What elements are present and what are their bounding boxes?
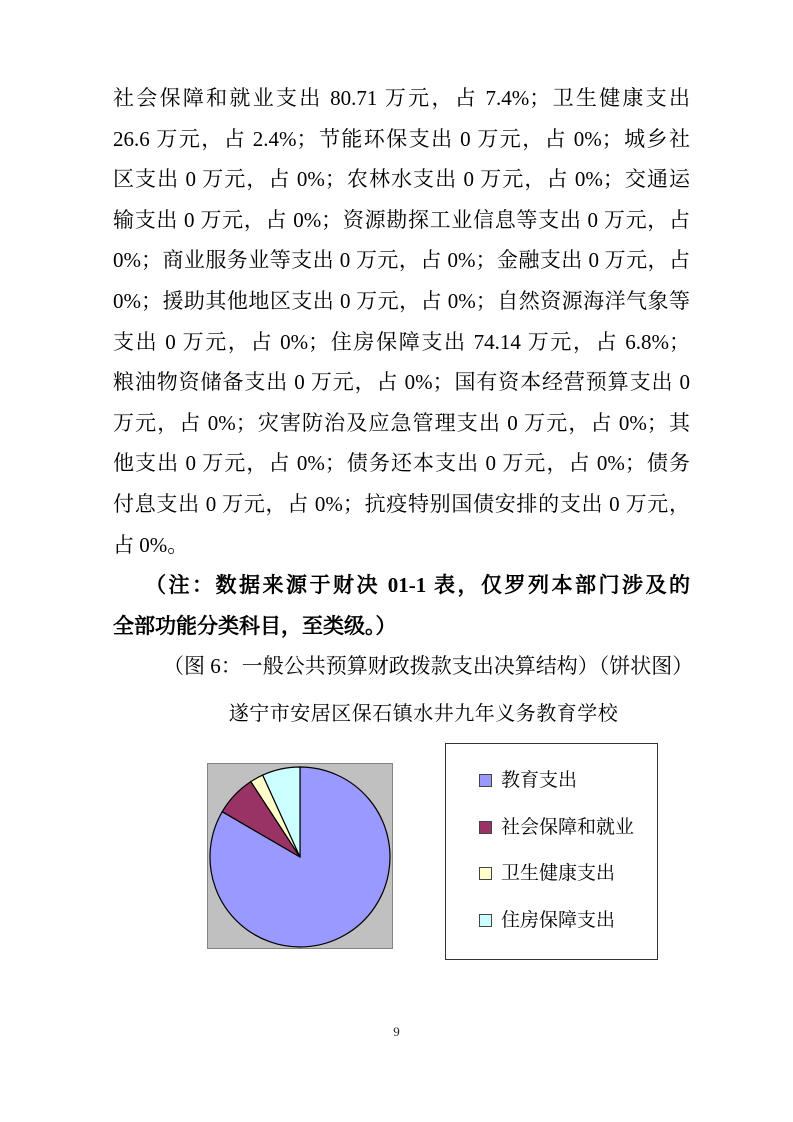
legend-swatch-icon	[479, 914, 492, 927]
body-line: 区支出 0 万元，占 0%；农林水支出 0 万元，占 0%；交通运	[113, 167, 690, 192]
legend-label: 卫生健康支出	[501, 863, 616, 884]
legend-item	[479, 766, 657, 795]
legend-swatch-icon	[479, 821, 492, 834]
legend-item	[479, 813, 657, 842]
pie-plot-svg	[207, 763, 393, 949]
body-line: 占 0%。	[113, 532, 189, 557]
pie-chart-figure	[113, 700, 690, 968]
body-line: 粮油物资储备支出 0 万元，占 0%；国有资本经营预算支出 0	[113, 370, 690, 395]
figure-caption-text: （图 6：一般公共预算财政拨款支出决算结构）（饼状图）	[163, 654, 694, 678]
body-line: 26.6 万元，占 2.4%；节能环保支出 0 万元，占 0%；城乡社	[113, 126, 690, 151]
body-line: 0%；商业服务业等支出 0 万元，占 0%；金融支出 0 万元，占	[113, 248, 690, 273]
body-line: 他支出 0 万元，占 0%；债务还本支出 0 万元，占 0%；债务	[113, 451, 690, 476]
note-paragraph	[113, 565, 690, 646]
chart-title: 遂宁市安居区保石镇水井九年义务教育学校	[228, 703, 619, 725]
page-number: 9	[393, 1024, 400, 1039]
legend-swatch-icon	[479, 774, 492, 787]
chart-legend	[445, 743, 658, 960]
body-line: 万元，占 0%；灾害防治及应急管理支出 0 万元，占 0%；其	[113, 410, 690, 435]
legend-swatch-icon	[479, 867, 492, 880]
note-line: （注：数据来源于财决 01-1 表，仅罗列本部门涉及的	[145, 573, 690, 597]
body-line: 0%；援助其他地区支出 0 万元，占 0%；自然资源海洋气象等	[113, 288, 690, 313]
body-line: 社会保障和就业支出 80.71 万元，占 7.4%；卫生健康支出	[113, 86, 690, 110]
legend-label: 住房保障支出	[501, 909, 616, 931]
legend-label: 社会保障和就业	[501, 816, 635, 838]
body-line: 付息支出 0 万元，占 0%；抗疫特别国债安排的支出 0 万元，	[113, 491, 690, 516]
legend-item	[479, 906, 657, 935]
legend-label: 教育支出	[501, 770, 578, 791]
body-line: 支出 0 万元，占 0%；住房保障支出 74.14 万元，占 6.8%；	[113, 329, 690, 354]
figure-caption	[113, 646, 694, 687]
body-line: 输支出 0 万元，占 0%；资源勘探工业信息等支出 0 万元，占	[113, 207, 690, 232]
body-paragraph	[113, 78, 690, 565]
legend-item	[479, 859, 657, 888]
note-line: 全部功能分类科目，至类级。）	[113, 613, 397, 638]
